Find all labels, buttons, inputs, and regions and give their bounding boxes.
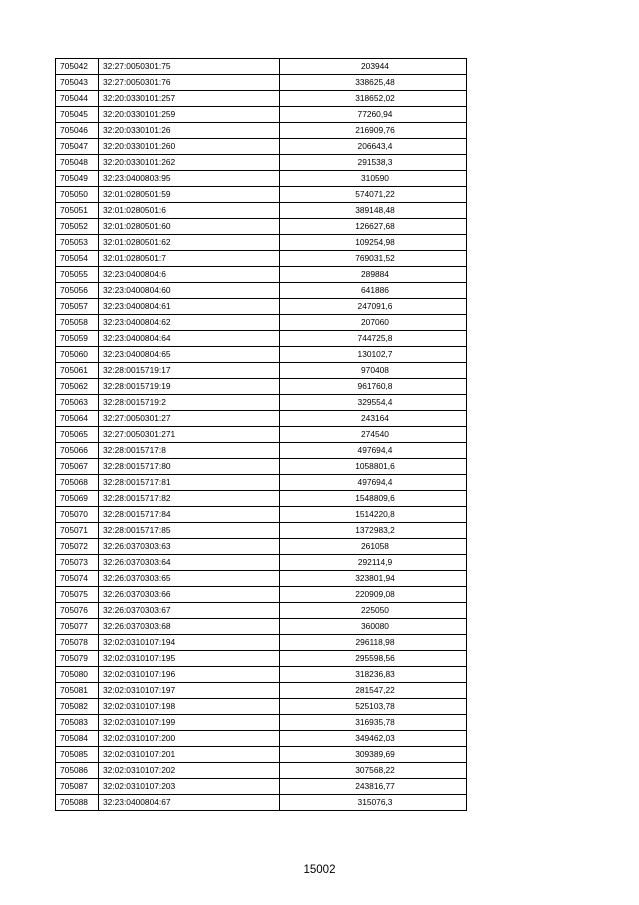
cadastral-number-cell: 32:02:0310107:198: [99, 699, 280, 715]
cadastral-value-cell: 497694,4: [280, 443, 467, 459]
cadastral-number-cell: 32:23:0400804:65: [99, 347, 280, 363]
table-row: [56, 251, 467, 267]
cadastral-value-cell: 574071,22: [280, 187, 467, 203]
table-row: [56, 347, 467, 363]
cadastral-number-cell: 32:23:0400803:95: [99, 171, 280, 187]
table-row: [56, 587, 467, 603]
cadastral-number-cell: 32:26:0370303:68: [99, 619, 280, 635]
cadastral-number-cell: 32:02:0310107:195: [99, 651, 280, 667]
table-row: [56, 171, 467, 187]
cadastral-number-cell: 32:02:0310107:203: [99, 779, 280, 795]
row-id-cell: 705074: [56, 571, 99, 587]
row-id-cell: 705063: [56, 395, 99, 411]
cadastral-value-cell: 203944: [280, 59, 467, 75]
row-id-cell: 705070: [56, 507, 99, 523]
cadastral-value-cell: 220909,08: [280, 587, 467, 603]
row-id-cell: 705083: [56, 715, 99, 731]
row-id-cell: 705073: [56, 555, 99, 571]
row-id-cell: 705057: [56, 299, 99, 315]
table-row: [56, 699, 467, 715]
cadastral-number-cell: 32:20:0330101:260: [99, 139, 280, 155]
table-row: [56, 379, 467, 395]
row-id-cell: 705078: [56, 635, 99, 651]
table-row: [56, 187, 467, 203]
cadastral-value-cell: 1058801,6: [280, 459, 467, 475]
table-body: [56, 59, 467, 811]
cadastral-value-cell: 329554,4: [280, 395, 467, 411]
table-row: [56, 395, 467, 411]
cadastral-value-cell: 769031,52: [280, 251, 467, 267]
cadastral-number-cell: 32:26:0370303:64: [99, 555, 280, 571]
row-id-cell: 705085: [56, 747, 99, 763]
table-row: [56, 203, 467, 219]
row-id-cell: 705068: [56, 475, 99, 491]
row-id-cell: 705044: [56, 91, 99, 107]
cadastral-value-cell: 261058: [280, 539, 467, 555]
row-id-cell: 705060: [56, 347, 99, 363]
cadastral-value-cell: 318236,83: [280, 667, 467, 683]
cadastral-number-cell: 32:01:0280501:59: [99, 187, 280, 203]
cadastral-number-cell: 32:23:0400804:60: [99, 283, 280, 299]
table-row: [56, 427, 467, 443]
table-row: [56, 315, 467, 331]
table-row: [56, 603, 467, 619]
table-row: [56, 507, 467, 523]
cadastral-value-cell: 207060: [280, 315, 467, 331]
table-row: [56, 139, 467, 155]
row-id-cell: 705079: [56, 651, 99, 667]
cadastral-value-cell: 744725,8: [280, 331, 467, 347]
cadastral-value-cell: 225050: [280, 603, 467, 619]
cadastral-value-cell: 274540: [280, 427, 467, 443]
table-row: [56, 635, 467, 651]
cadastral-value-cell: 641886: [280, 283, 467, 299]
table-row: [56, 539, 467, 555]
table-row: [56, 731, 467, 747]
table-row: [56, 299, 467, 315]
table-row: [56, 363, 467, 379]
table-row: [56, 331, 467, 347]
cadastral-value-cell: 316935,78: [280, 715, 467, 731]
cadastral-number-cell: 32:20:0330101:262: [99, 155, 280, 171]
row-id-cell: 705076: [56, 603, 99, 619]
cadastral-value-cell: 243164: [280, 411, 467, 427]
cadastral-value-cell: 130102,7: [280, 347, 467, 363]
row-id-cell: 705050: [56, 187, 99, 203]
row-id-cell: 705084: [56, 731, 99, 747]
table-row: [56, 715, 467, 731]
page-number: 15002: [303, 864, 336, 876]
cadastral-number-cell: 32:28:0015717:8: [99, 443, 280, 459]
cadastral-number-cell: 32:02:0310107:201: [99, 747, 280, 763]
cadastral-number-cell: 32:01:0280501:62: [99, 235, 280, 251]
row-id-cell: 705062: [56, 379, 99, 395]
row-id-cell: 705047: [56, 139, 99, 155]
table-row: [56, 75, 467, 91]
cadastral-number-cell: 32:01:0280501:6: [99, 203, 280, 219]
row-id-cell: 705053: [56, 235, 99, 251]
cadastral-value-cell: 360080: [280, 619, 467, 635]
cadastral-value-cell: 338625,48: [280, 75, 467, 91]
cadastral-number-cell: 32:28:0015717:82: [99, 491, 280, 507]
cadastral-value-cell: 315076,3: [280, 795, 467, 811]
row-id-cell: 705066: [56, 443, 99, 459]
table-row: [56, 459, 467, 475]
row-id-cell: 705048: [56, 155, 99, 171]
row-id-cell: 705059: [56, 331, 99, 347]
row-id-cell: 705067: [56, 459, 99, 475]
cadastral-number-cell: 32:26:0370303:67: [99, 603, 280, 619]
cadastral-value-cell: 309389,69: [280, 747, 467, 763]
cadastral-value-cell: 247091,6: [280, 299, 467, 315]
cadastral-number-cell: 32:26:0370303:66: [99, 587, 280, 603]
table-row: [56, 219, 467, 235]
table-row: [56, 555, 467, 571]
row-id-cell: 705043: [56, 75, 99, 91]
row-id-cell: 705071: [56, 523, 99, 539]
cadastral-value-cell: 1548809,6: [280, 491, 467, 507]
cadastral-value-cell: 289884: [280, 267, 467, 283]
table-row: [56, 795, 467, 811]
cadastral-value-cell: 206643,4: [280, 139, 467, 155]
cadastral-number-cell: 32:26:0370303:63: [99, 539, 280, 555]
cadastral-value-cell: 281547,22: [280, 683, 467, 699]
table-row: [56, 779, 467, 795]
table-row: [56, 91, 467, 107]
row-id-cell: 705080: [56, 667, 99, 683]
table-row: [56, 619, 467, 635]
cadastral-value-cell: 109254,98: [280, 235, 467, 251]
cadastral-value-cell: 243816,77: [280, 779, 467, 795]
cadastral-value-cell: 961760,8: [280, 379, 467, 395]
table-row: [56, 651, 467, 667]
cadastral-value-cell: 77260,94: [280, 107, 467, 123]
row-id-cell: 705064: [56, 411, 99, 427]
cadastral-value-cell: 525103,78: [280, 699, 467, 715]
cadastral-number-cell: 32:27:0050301:75: [99, 59, 280, 75]
table-row: [56, 475, 467, 491]
table-row: [56, 411, 467, 427]
row-id-cell: 705055: [56, 267, 99, 283]
row-id-cell: 705042: [56, 59, 99, 75]
cadastral-number-cell: 32:02:0310107:194: [99, 635, 280, 651]
cadastral-number-cell: 32:02:0310107:200: [99, 731, 280, 747]
table-row: [56, 523, 467, 539]
cadastral-number-cell: 32:28:0015717:80: [99, 459, 280, 475]
table-row: [56, 491, 467, 507]
cadastral-number-cell: 32:02:0310107:202: [99, 763, 280, 779]
row-id-cell: 705082: [56, 699, 99, 715]
cadastral-value-cell: 1372983,2: [280, 523, 467, 539]
cadastral-number-cell: 32:02:0310107:196: [99, 667, 280, 683]
cadastral-number-cell: 32:28:0015717:81: [99, 475, 280, 491]
table-row: [56, 571, 467, 587]
table-row: [56, 667, 467, 683]
cadastral-number-cell: 32:28:0015719:2: [99, 395, 280, 411]
cadastral-value-cell: 307568,22: [280, 763, 467, 779]
row-id-cell: 705054: [56, 251, 99, 267]
cadastral-value-cell: 291538,3: [280, 155, 467, 171]
table-row: [56, 155, 467, 171]
cadastral-value-cell: 318652,02: [280, 91, 467, 107]
cadastral-value-cell: 126627,68: [280, 219, 467, 235]
cadastral-number-cell: 32:27:0050301:27: [99, 411, 280, 427]
cadastral-value-cell: 310590: [280, 171, 467, 187]
cadastral-number-cell: 32:28:0015717:84: [99, 507, 280, 523]
cadastral-number-cell: 32:26:0370303:65: [99, 571, 280, 587]
cadastral-number-cell: 32:23:0400804:64: [99, 331, 280, 347]
table-row: [56, 283, 467, 299]
cadastral-number-cell: 32:23:0400804:6: [99, 267, 280, 283]
table-row: [56, 235, 467, 251]
row-id-cell: 705065: [56, 427, 99, 443]
table-row: [56, 683, 467, 699]
cadastral-value-cell: 389148,48: [280, 203, 467, 219]
row-id-cell: 705088: [56, 795, 99, 811]
cadastral-number-cell: 32:28:0015717:85: [99, 523, 280, 539]
row-id-cell: 705081: [56, 683, 99, 699]
cadastral-value-cell: 216909,76: [280, 123, 467, 139]
cadastral-number-cell: 32:02:0310107:199: [99, 715, 280, 731]
table-row: [56, 747, 467, 763]
row-id-cell: 705075: [56, 587, 99, 603]
cadastral-number-cell: 32:02:0310107:197: [99, 683, 280, 699]
row-id-cell: 705049: [56, 171, 99, 187]
table-row: [56, 59, 467, 75]
row-id-cell: 705077: [56, 619, 99, 635]
cadastral-value-cell: 970408: [280, 363, 467, 379]
cadastral-number-cell: 32:27:0050301:76: [99, 75, 280, 91]
row-id-cell: 705058: [56, 315, 99, 331]
table-row: [56, 763, 467, 779]
cadastral-value-cell: 1514220,8: [280, 507, 467, 523]
row-id-cell: 705045: [56, 107, 99, 123]
cadastral-number-cell: 32:23:0400804:67: [99, 795, 280, 811]
cadastral-number-cell: 32:28:0015719:17: [99, 363, 280, 379]
cadastral-number-cell: 32:20:0330101:257: [99, 91, 280, 107]
row-id-cell: 705046: [56, 123, 99, 139]
cadastral-number-cell: 32:20:0330101:259: [99, 107, 280, 123]
cadastral-value-cell: 295598,56: [280, 651, 467, 667]
row-id-cell: 705087: [56, 779, 99, 795]
cadastral-number-cell: 32:23:0400804:62: [99, 315, 280, 331]
cadastral-number-cell: 32:01:0280501:60: [99, 219, 280, 235]
cadastral-value-cell: 497694,4: [280, 475, 467, 491]
row-id-cell: 705086: [56, 763, 99, 779]
cadastral-value-cell: 323801,94: [280, 571, 467, 587]
cadastral-number-cell: 32:01:0280501:7: [99, 251, 280, 267]
cadastral-value-cell: 292114,9: [280, 555, 467, 571]
cadastral-number-cell: 32:27:0050301:271: [99, 427, 280, 443]
table-row: [56, 443, 467, 459]
row-id-cell: 705052: [56, 219, 99, 235]
row-id-cell: 705072: [56, 539, 99, 555]
cadastral-value-cell: 296118,98: [280, 635, 467, 651]
table-row: [56, 123, 467, 139]
cadastral-value-cell: 349462,03: [280, 731, 467, 747]
table-row: [56, 267, 467, 283]
cadastral-number-cell: 32:28:0015719:19: [99, 379, 280, 395]
cadastral-number-cell: 32:20:0330101:26: [99, 123, 280, 139]
table-row: [56, 107, 467, 123]
row-id-cell: 705051: [56, 203, 99, 219]
row-id-cell: 705056: [56, 283, 99, 299]
cadastral-value-table: [55, 58, 467, 811]
cadastral-number-cell: 32:23:0400804:61: [99, 299, 280, 315]
row-id-cell: 705069: [56, 491, 99, 507]
row-id-cell: 705061: [56, 363, 99, 379]
